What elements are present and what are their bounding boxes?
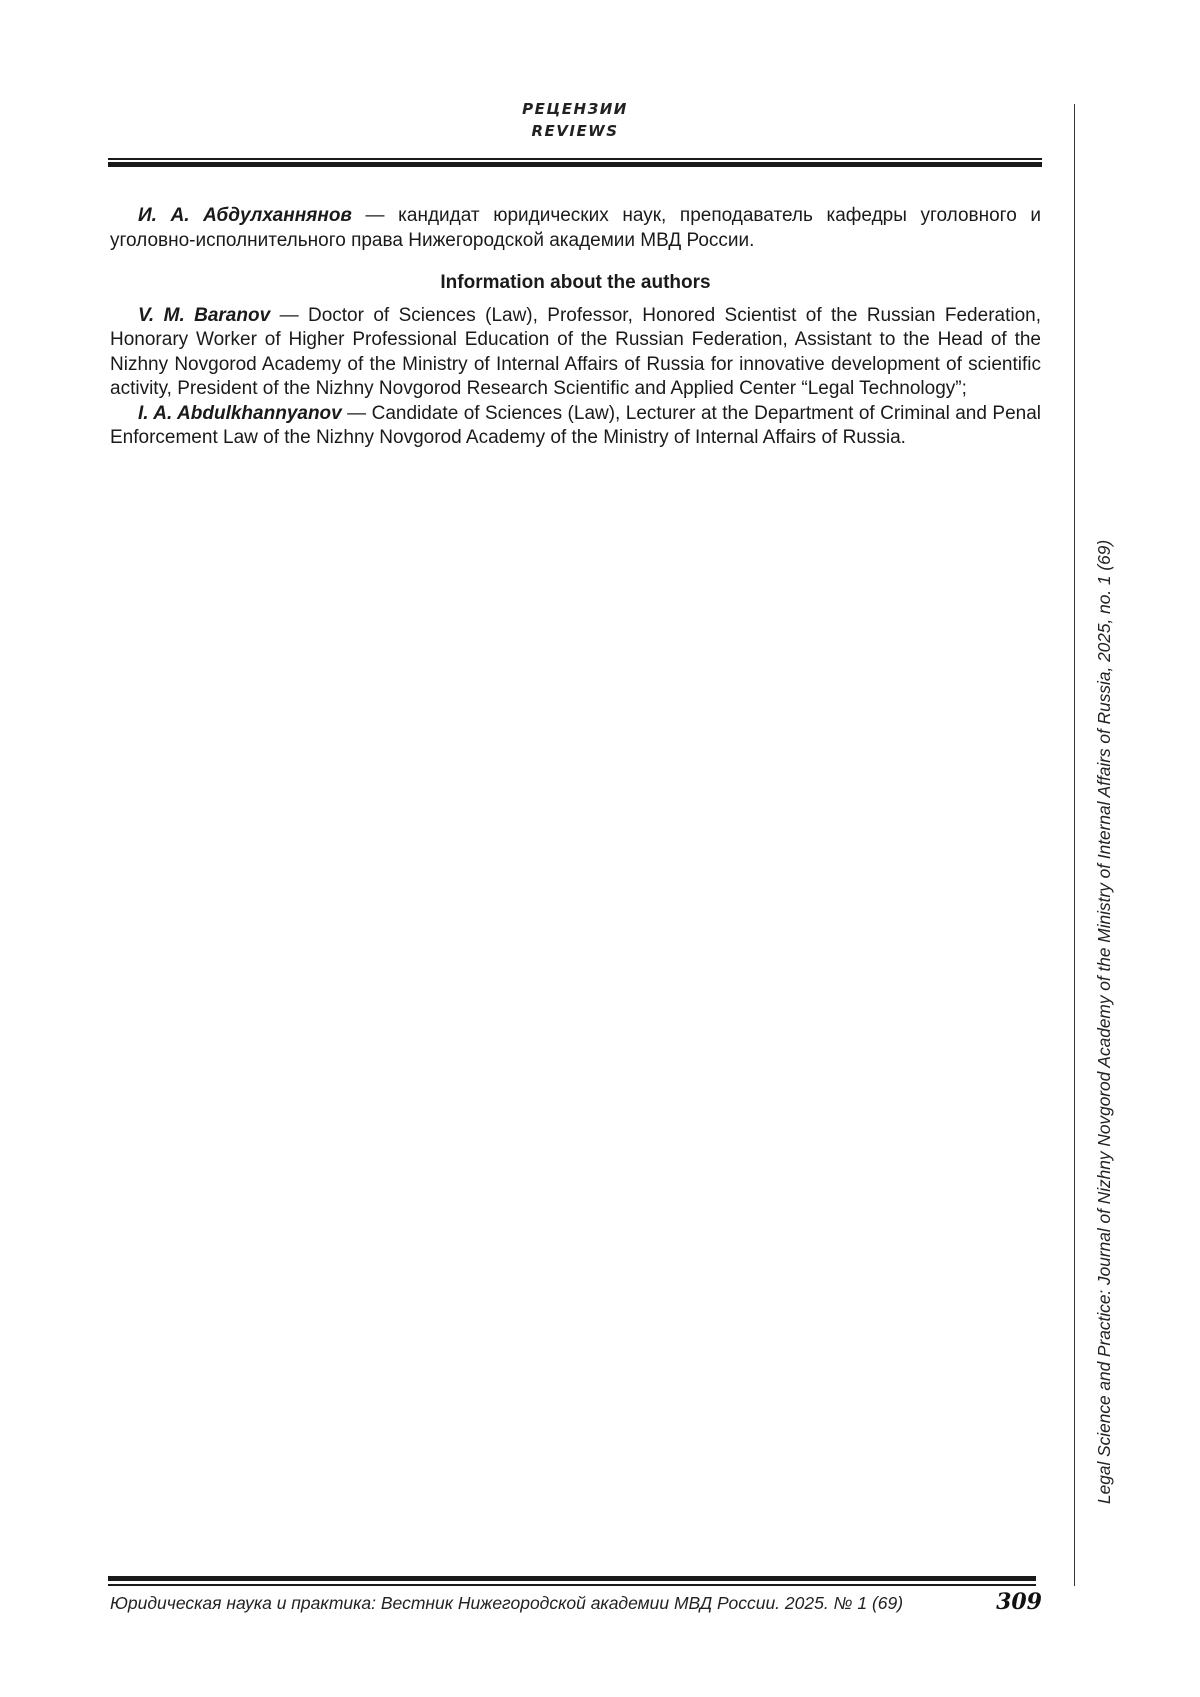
- author-info-ru: [110, 204, 1041, 253]
- header-rule-thick: [108, 162, 1042, 167]
- author-description: — кандидат юридических наук, преподаватель кафедры уголовного и уголовно-исполнительного права Нижегородской академии МВД России.: [110, 205, 1041, 251]
- page-number: 309: [996, 1589, 1042, 1615]
- footer-rule-thin: [108, 1584, 1036, 1586]
- author-info-en: [110, 402, 1041, 451]
- author-name: I. A. Abdulkhannyanov: [138, 402, 342, 424]
- running-header: [108, 98, 1042, 142]
- footer-journal-title: Юридическая наука и практика: Вестник Нижегородской академии МВД России. 2025. № 1 (69): [110, 1593, 904, 1613]
- author-description: — Candidate of Sciences (Law), Lecturer at the Department of Criminal and Penal Enforcement Law of the Nizhny Novgorod Academy of the Ministry of Internal Affairs of Russia.: [110, 402, 1041, 448]
- sidebar-divider: [1074, 104, 1075, 1586]
- author-name: V. M. Baranov: [138, 304, 271, 326]
- header-rule-thin: [108, 158, 1042, 160]
- author-description: — Doctor of Sciences (Law), Professor, Honored Scientist of the Russian Federation, Honorary Worker of Higher Professional Education of the Russian Federation, Assistant to the Head of the Nizhny Novgorod Academy of the Ministry of Internal Affairs of Russia for innovative development of scientific activity, President of the Nizhny Novgorod Research Scientific and Applied Center “Legal Technology”;: [110, 304, 1042, 399]
- footer-rule-thick: [108, 1576, 1036, 1581]
- section-title-ru: РЕЦЕНЗИИ: [522, 100, 628, 118]
- author-name: И. А. Абдулханнянов: [138, 205, 352, 226]
- section-title-en: REVIEWS: [531, 122, 619, 140]
- author-info-en: [110, 304, 1041, 402]
- section-heading: Information about the authors: [440, 272, 711, 293]
- article-body: [110, 204, 1041, 451]
- sidebar-journal-title: Legal Science and Practice: Journal of Nizhny Novgorod Academy of the Ministry of Internal Affairs of Russia, 2025, no. 1 (69): [1094, 539, 1114, 1504]
